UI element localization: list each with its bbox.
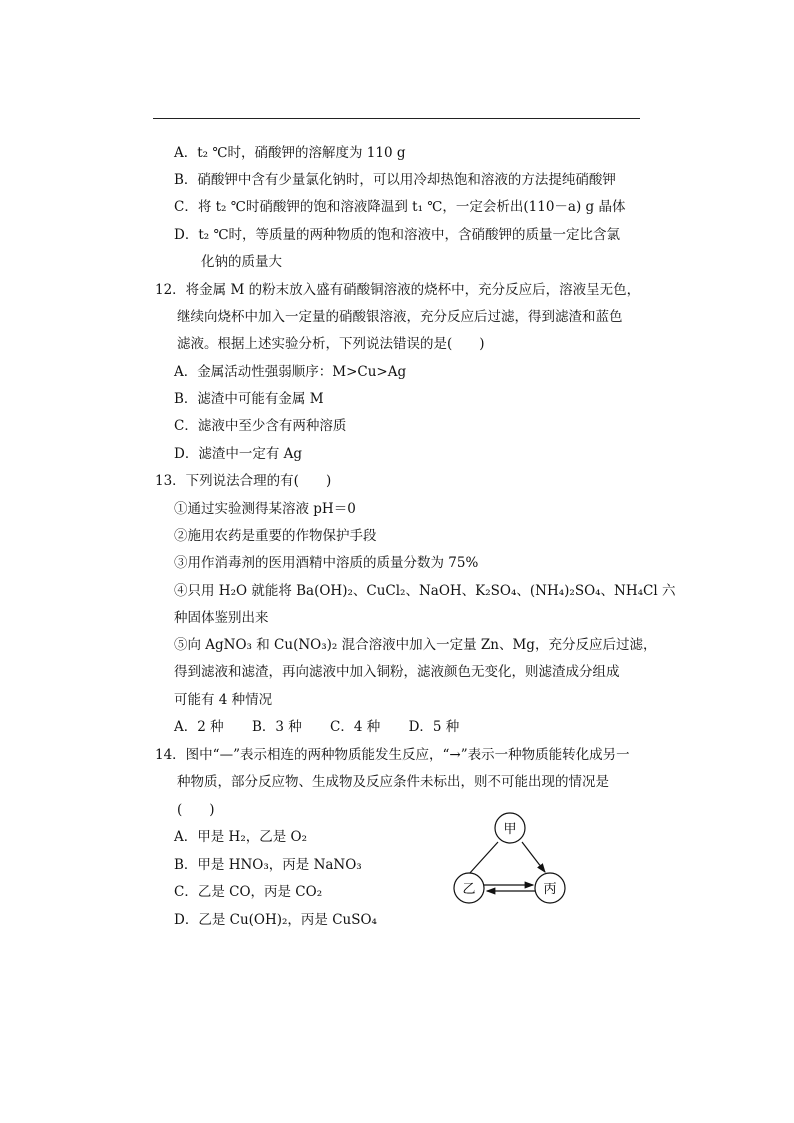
q11-option-d: D．t₂ ℃时，等质量的两种物质的饱和溶液中，含硝酸钾的质量一定比含氯 bbox=[174, 227, 621, 243]
q12-option-d: D．滤渣中一定有 Ag bbox=[174, 446, 303, 462]
q13-item-5-cont-2: 可能有 4 种情况 bbox=[174, 692, 273, 708]
q14-stem-line-3: ( ) bbox=[177, 802, 215, 818]
q13-option-a: A．2 种 bbox=[174, 719, 224, 735]
q14-option-c: C．乙是 CO，丙是 CO₂ bbox=[174, 884, 323, 900]
q11-option-d-cont: 化钠的质量大 bbox=[201, 254, 282, 270]
q13-item-4: ④只用 H₂O 就能将 Ba(OH)₂、CuCl₂、NaOH、K₂SO₄、(NH₄)₂SO₄、NH₄Cl 六 bbox=[174, 583, 676, 599]
q11-option-a: A．t₂ ℃时，硝酸钾的溶解度为 110 g bbox=[174, 145, 406, 161]
node-yi-label: 乙 bbox=[462, 882, 476, 897]
q14-option-a: A．甲是 H₂，乙是 O₂ bbox=[174, 829, 307, 845]
q12-option-b: B．滤渣中可能有金属 M bbox=[174, 391, 324, 407]
jia-yi-line bbox=[469, 842, 498, 874]
q12-stem-line-1: 12．将金属 M 的粉末放入盛有硝酸铜溶液的烧杯中，充分反应后，溶液呈无色， bbox=[155, 282, 641, 298]
q14-option-b: B．甲是 HNO₃，丙是 NaNO₃ bbox=[174, 857, 362, 873]
q14-option-d: D．乙是 Cu(OH)₂，丙是 CuSO₄ bbox=[174, 912, 377, 928]
q13-stem: 13．下列说法合理的有( ) bbox=[155, 473, 332, 489]
jia-bing-arrow bbox=[522, 842, 545, 872]
q13-item-5-cont-1: 得到滤液和滤渣，再向滤液中加入铜粉，滤液颜色无变化，则滤渣成分组成 bbox=[174, 664, 620, 680]
q13-option-c: C．4 种 bbox=[330, 719, 381, 735]
q14-stem-line-2: 种物质，部分反应物、生成物及反应条件未标出，则不可能出现的情况是 bbox=[177, 774, 609, 790]
relation-diagram bbox=[440, 808, 580, 913]
q11-option-b: B．硝酸钾中含有少量氯化钠时，可以用冷却热饱和溶液的方法提纯硝酸钾 bbox=[174, 172, 616, 188]
header-rule bbox=[153, 118, 640, 119]
q13-item-5: ⑤向 AgNO₃ 和 Cu(NO₃)₂ 混合溶液中加入一定量 Zn、Mg，充分反应后过滤， bbox=[174, 637, 657, 653]
q12-stem-line-3: 滤液。根据上述实验分析，下列说法错误的是( ) bbox=[177, 336, 485, 352]
q13-options bbox=[174, 717, 483, 737]
q13-item-1: ①通过实验测得某溶液 pH＝0 bbox=[174, 501, 356, 517]
q13-item-4-cont: 种固体鉴别出来 bbox=[174, 610, 269, 626]
q12-stem-line-2: 继续向烧杯中加入一定量的硝酸银溶液，充分反应后过滤，得到滤渣和蓝色 bbox=[177, 309, 623, 325]
node-bing-label: 丙 bbox=[543, 882, 557, 897]
q13-option-b: B．3 种 bbox=[251, 719, 302, 735]
q12-option-c: C．滤液中至少含有两种溶质 bbox=[174, 418, 347, 434]
q13-option-d: D．5 种 bbox=[408, 719, 460, 735]
q14-stem-line-1: 14．图中“—”表示相连的两种物质能发生反应，“→”表示一种物质能转化成另一 bbox=[155, 747, 630, 763]
node-jia-label: 甲 bbox=[503, 822, 517, 837]
q13-item-2: ②施用农药是重要的作物保护手段 bbox=[174, 528, 377, 544]
q13-item-3: ③用作消毒剂的医用酒精中溶质的质量分数为 75% bbox=[174, 555, 479, 571]
q11-option-c: C．将 t₂ ℃时硝酸钾的饱和溶液降温到 t₁ ℃，一定会析出(110－a) g 晶体 bbox=[174, 199, 626, 215]
q12-option-a: A．金属活动性强弱顺序：M>Cu>Ag bbox=[174, 364, 407, 380]
